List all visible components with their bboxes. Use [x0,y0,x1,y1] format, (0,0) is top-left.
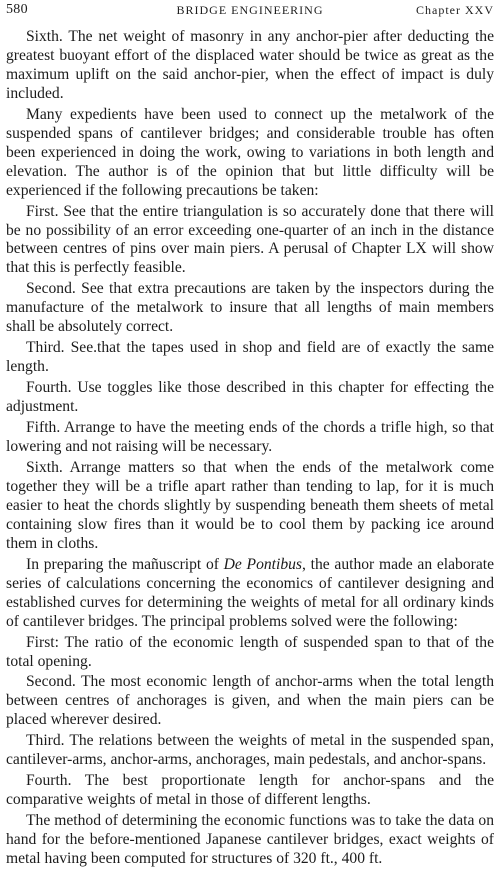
paragraph: First: The ratio of the economic length of suspended span to that of the total opening. [6,633,494,670]
paragraph: Sixth. The net weight of masonry in any anchor-pier after deducting the greatest buoyant effort of the displaced water should be twice as great as the maximum uplift on the said anchor-pier, when the effect of impact is duly included. [6,28,494,102]
running-header [6,2,494,20]
paragraph: Many expedients have been used to connect up the metalwork of the suspended spans of cantilever bridges; and considerable trouble has often been experienced in doing the work, owing to variations in both length and elevation. The author is of the opinion that but little difficulty will be experienced if the following precautions be taken: [6,105,494,199]
paragraph [6,556,494,632]
paragraph: The method of determining the economic functions was to take the data on hand for the before-mentioned Japanese cantilever bridges, exact weights of metal having been computed for structures of 320 ft., 400 ft. [6,812,494,868]
book-title-italic: De Pontibus [223,555,303,573]
paragraph: Second. See that extra precautions are taken by the inspectors during the manufacture of the metalwork to insure that all lengths of main members shall be absolutely correct. [6,280,494,336]
paragraph: Second. The most economic length of anchor-arms when the total length between centres of anchorages is given, and when the main piers can be placed wherever desired. [6,673,494,729]
page-number: 580 [6,2,28,17]
paragraph: Fourth. The best proportionate length for anchor-spans and the comparative weights of metal in those of different lengths. [6,772,494,809]
paragraph: First. See that the entire triangulation is so accurately done that there will be no possibility of an error exceeding one-quarter of an inch in the distance between centres of pins over main piers. A perusal of Chapter LX will show that this is perfectly feasible. [6,202,494,277]
running-title: BRIDGE ENGINEERING [176,3,324,17]
paragraph: Fourth. Use toggles like those described in this chapter for effecting the adjustment. [6,379,494,416]
page-body [6,28,494,869]
paragraph: Third. See.that the tapes used in shop and field are of exactly the same length. [6,339,494,376]
paragraph: Fifth. Arrange to have the meeting ends of the chords a trifle high, so that lowering and not raising will be necessary. [6,419,494,456]
text-run: In preparing the mañuscript of [26,555,224,573]
paragraph: Sixth. Arrange matters so that when the ends of the metalwork come together they will be a trifle apart rather than tending to lap, for it is much easier to heat the chords slightly by suspending beneath them sheets of metal containing slow fires than it would be to cool them by packing ice around them in cloths. [6,458,494,552]
text-run: , the author made an elaborate series of calculations concerning the economics of cantilever designing and established curves for determining the weights of metal for all ordinary kinds of cantilever bridges. The principal problems solved were the following: [6,555,495,630]
chapter-label: Chapter XXV [416,3,494,17]
paragraph: Third. The relations between the weights of metal in the suspended span, cantilever-arms, anchor-arms, anchorages, main pedestals, and anchor-spans. [6,732,494,769]
